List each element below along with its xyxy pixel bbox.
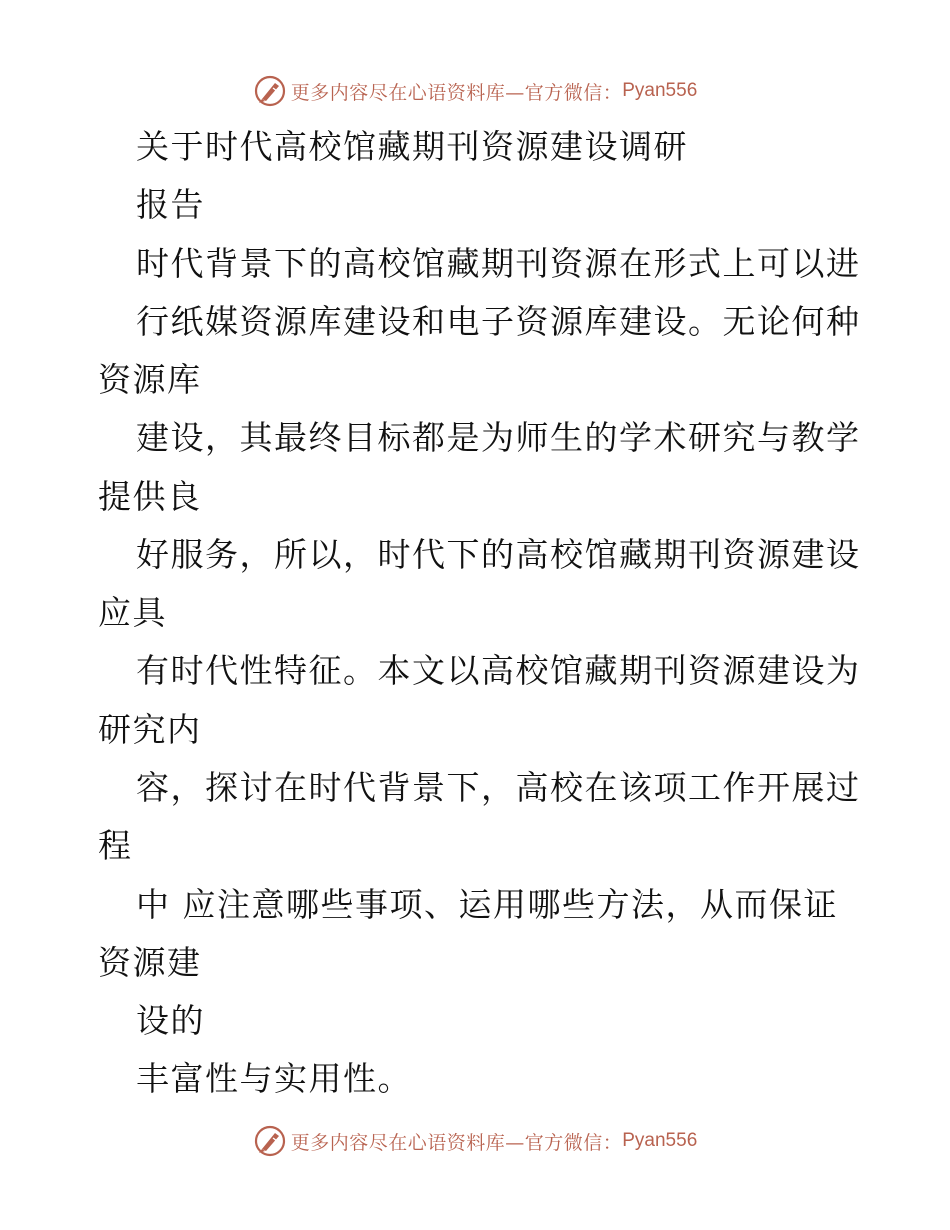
paragraph-line: 容，探讨在时代背景下，高校在该项工作开展过 — [136, 768, 861, 807]
document-title-line-2: 报告 — [136, 185, 205, 224]
footer-banner — [0, 1121, 950, 1161]
paragraph-line: 中 应注意哪些事项、运用哪些方法，从而保证 — [136, 885, 838, 924]
quill-pen-logo-icon — [253, 1124, 287, 1158]
paragraph-line: 资源库 — [98, 360, 202, 399]
paragraph-line: 丰富性与实用性。 — [136, 1059, 412, 1098]
banner-wechat-id: Pyan556 — [622, 80, 698, 101]
paragraph-line: 时代背景下的高校馆藏期刊资源在形式上可以进 — [136, 244, 861, 283]
quill-pen-logo-icon — [253, 74, 287, 108]
header-banner — [0, 71, 950, 111]
paragraph-line: 研究内 — [98, 710, 202, 749]
paragraph-line: 设的 — [136, 1001, 205, 1040]
banner-slogan: 更多内容尽在心语资料库—官方微信： — [290, 1131, 623, 1154]
paragraph-line: 有时代性特征。本文以高校馆藏期刊资源建设为 — [136, 651, 861, 690]
paragraph-line: 行纸媒资源库建设和电子资源库建设。无论何种 — [136, 302, 861, 341]
paragraph-line: 程 — [98, 826, 133, 865]
banner-slogan: 更多内容尽在心语资料库—官方微信： — [290, 81, 623, 104]
paragraph-line: 建设，其最终目标都是为师生的学术研究与教学 — [136, 418, 861, 457]
paragraph-line: 提供良 — [98, 477, 202, 516]
paragraph-line: 好服务，所以，时代下的高校馆藏期刊资源建设 — [136, 535, 861, 574]
document-title-line-1: 关于时代高校馆藏期刊资源建设调研 — [136, 127, 688, 166]
banner-wechat-id: Pyan556 — [622, 1130, 698, 1151]
paragraph-line: 应具 — [98, 593, 167, 632]
paragraph-line: 资源建 — [98, 943, 202, 982]
